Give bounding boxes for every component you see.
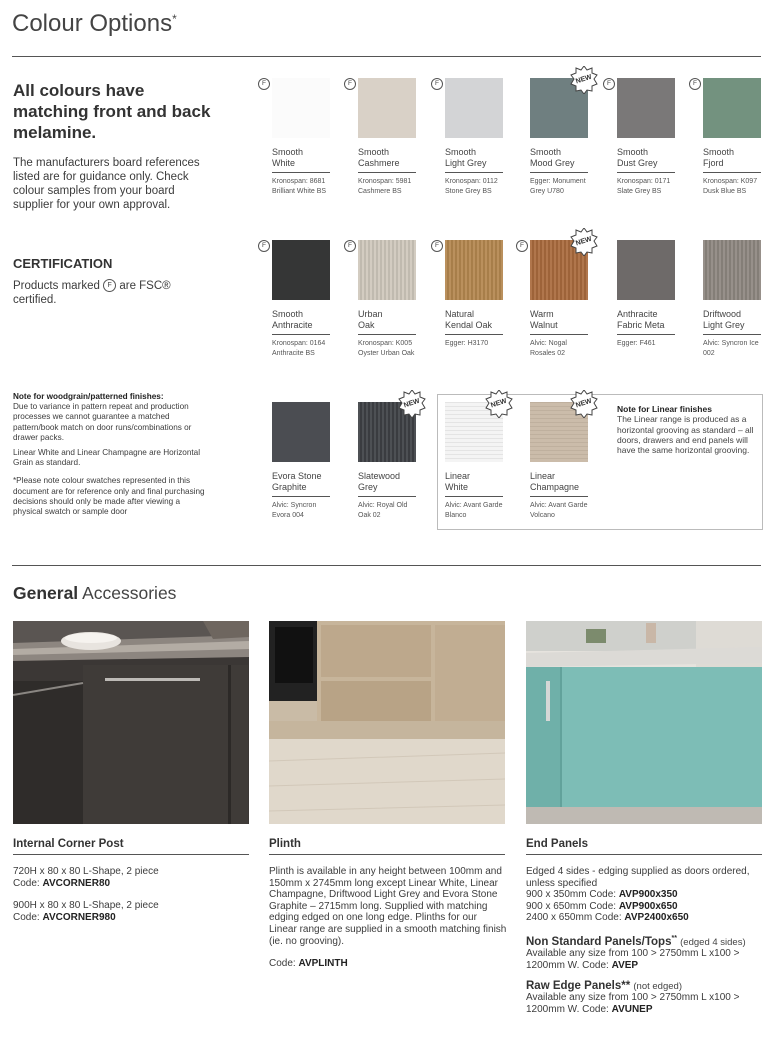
page-title: Colour Options* xyxy=(12,10,177,37)
swatch-board-code: Alvic: Avant Garde Volcano xyxy=(530,502,588,519)
corner-post-heading: Internal Corner Post xyxy=(13,838,249,855)
swatch-colour xyxy=(272,78,330,138)
swatch-smooth-fjord xyxy=(703,78,761,197)
swatch-smooth-anthracite xyxy=(272,240,330,359)
plinth-photo xyxy=(269,621,505,824)
fsc-icon: F xyxy=(258,240,270,252)
swatch-colour xyxy=(703,78,761,138)
certification-text: Products marked F are FSC® certified. xyxy=(13,280,171,306)
swatch-name: Smooth Mood Grey xyxy=(530,147,588,173)
swatch-board-code: Egger: F461 xyxy=(617,340,656,347)
swatch-colour xyxy=(445,78,503,138)
new-badge-icon: NEW xyxy=(570,66,598,94)
section-divider xyxy=(12,565,761,566)
swatch-name: Smooth White xyxy=(272,147,330,173)
corner-post-text: 720H x 80 x 80 L-Shape, 2 piece Code: AVCORNER80 900H x 80 x 80 L-Shape, 2 piece Code: AVCORNER980 xyxy=(13,866,159,923)
swatch-board-code: Alvic: Royal Old Oak 02 xyxy=(358,502,408,519)
swatch-board-code: Alvic: Nogal Rosales 02 xyxy=(530,340,567,357)
plinth-text: Plinth is available in any height between 100mm and 150mm x 2745mm long except Linear White, Linear Champagne, Driftwood Light Grey and Evora Stone Graphite – 2715mm long. Supplied with matching edging edged on one long edge. Plinths for our Linear range are supplied in a smooth matching finish (ie. no grooving). Code: AVPLINTH xyxy=(269,866,507,970)
swatch-smooth-cashmere xyxy=(358,78,416,197)
swatch-colour xyxy=(358,78,416,138)
swatch-name: Slatewood Grey xyxy=(358,471,416,497)
swatch-colour xyxy=(703,240,761,300)
swatch-name: Smooth Dust Grey xyxy=(617,147,675,173)
swatch-name: Smooth Cashmere xyxy=(358,147,416,173)
swatch-driftwood-light-grey xyxy=(703,240,761,359)
fsc-icon: F xyxy=(344,240,356,252)
swatch-smooth-dust-grey xyxy=(617,78,675,197)
headline: All colours have matching front and back melamine. xyxy=(13,81,211,142)
swatch-name: Smooth Light Grey xyxy=(445,147,503,173)
fsc-icon: F xyxy=(689,78,701,90)
swatch-evora-stone-graphite xyxy=(272,402,330,521)
fsc-icon: F xyxy=(431,78,443,90)
swatch-board-code: Kronospan: K097 Dusk Blue BS xyxy=(703,178,758,195)
non-standard-heading: Non Standard Panels/Tops** (edged 4 sides) xyxy=(526,934,746,948)
fsc-icon: F xyxy=(258,78,270,90)
fsc-icon: F xyxy=(603,78,615,90)
swatch-urban-oak xyxy=(358,240,416,359)
fsc-icon: F xyxy=(344,78,356,90)
swatch-colour xyxy=(617,240,675,300)
swatch-colour xyxy=(358,240,416,300)
swatch-board-code: Kronospan: K005 Oyster Urban Oak xyxy=(358,340,415,357)
swatch-board-code: Kronospan: 8681 Brilliant White BS xyxy=(272,178,327,195)
new-badge-icon: NEW xyxy=(485,390,513,418)
end-panels-photo xyxy=(526,621,762,824)
swatch-name: Anthracite Fabric Meta xyxy=(617,309,675,335)
swatch-board-code: Kronospan: 0171 Slate Grey BS xyxy=(617,178,671,195)
swatch-name: Smooth Anthracite xyxy=(272,309,330,335)
swatch-name: Urban Oak xyxy=(358,309,416,335)
swatch-name: Natural Kendal Oak xyxy=(445,309,503,335)
swatch-colour xyxy=(617,78,675,138)
swatch-name: Warm Walnut xyxy=(530,309,588,335)
swatch-board-code: Alvic: Syncron Ice 002 xyxy=(703,340,759,357)
swatch-board-code: Alvic: Avant Garde Blanco xyxy=(445,502,503,519)
fsc-icon: F xyxy=(516,240,528,252)
swatch-colour xyxy=(445,240,503,300)
title-divider xyxy=(12,56,761,57)
swatch-name: Evora Stone Graphite xyxy=(272,471,330,497)
end-panels-text: Edged 4 sides - edging supplied as doors ordered, unless specified 900 x 350mm Code: AVP900x350 900 x 650mm Code: AVP900x650 2400 x 650mm Code: AVP2400x650 Non Standard Panels/Tops** (edged 4 sides) Available any size from 100 > 2750mm L x100 > 1200mm W. Code: AVEP Raw Edge Panels** (not edged) Available any size from 100 > 2750mm L x100 > 1200mm W. Code: AVUNEP xyxy=(526,866,776,1015)
swatch-board-code: Alvic: Syncron Evora 004 xyxy=(272,502,317,519)
accessories-title: General Accessories xyxy=(13,583,177,603)
new-badge-icon: NEW xyxy=(570,228,598,256)
swatch-board-code: Kronospan: 0164 Anthracite BS xyxy=(272,340,326,357)
intro-text: The manufacturers board references listed are for guidance only. Check colour samples from your board supplier for your own approval. xyxy=(13,157,200,211)
corner-post-photo xyxy=(13,621,249,824)
swatch-name: Smooth Fjord xyxy=(703,147,761,173)
linear-note: Note for Linear finishes The Linear range is produced as a horizontal grooving as standard – all doors, drawers and end panels will have the same horizontal grooving. xyxy=(617,404,754,456)
woodgrain-note: Note for woodgrain/patterned finishes: Due to variance in pattern repeat and production processes we cannot guarantee a matched pattern/book match on door runs/combinations or drawer packs. Linear White and Linear Champagne are Horizontal Grain as standard. *Please note colour swatches represented in this document are for reference only and final purchasing decisions should only be made after viewing a physical swatch or sample door xyxy=(13,392,205,517)
fsc-icon: F xyxy=(431,240,443,252)
swatch-smooth-light-grey xyxy=(445,78,503,197)
swatch-smooth-white xyxy=(272,78,330,197)
new-badge-icon: NEW xyxy=(570,390,598,418)
certification-heading: CERTIFICATION xyxy=(13,256,113,271)
swatch-board-code: Egger: H3170 xyxy=(445,340,489,347)
plinth-heading: Plinth xyxy=(269,838,505,855)
swatch-name: Linear Champagne xyxy=(530,471,588,497)
swatch-natural-kendal-oak xyxy=(445,240,503,349)
swatch-colour xyxy=(272,402,330,462)
new-badge-icon: NEW xyxy=(398,390,426,418)
end-panels-heading: End Panels xyxy=(526,838,762,855)
swatch-name: Driftwood Light Grey xyxy=(703,309,761,335)
swatch-name: Linear White xyxy=(445,471,503,497)
swatch-anthracite-fabric-meta xyxy=(617,240,675,349)
raw-edge-heading: Raw Edge Panels** (not edged) xyxy=(526,979,682,992)
swatch-board-code: Kronospan: 0112 Stone Grey BS xyxy=(445,178,498,195)
fsc-icon: F xyxy=(103,279,116,292)
swatch-board-code: Kronospan: 5981 Cashmere BS xyxy=(358,178,412,195)
swatch-colour xyxy=(272,240,330,300)
swatch-board-code: Egger: Monument Grey U780 xyxy=(530,178,586,195)
